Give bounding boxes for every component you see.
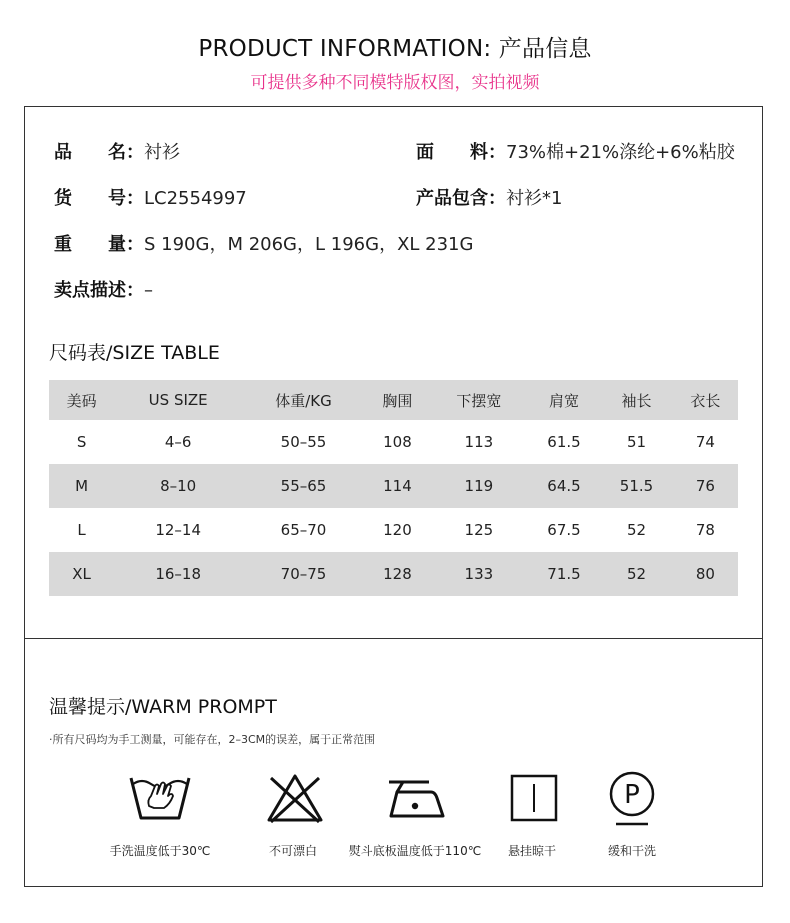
table-row: [49, 552, 738, 596]
table-row: [49, 420, 738, 464]
table-row: [49, 464, 738, 508]
table-cell: 8–10: [160, 477, 197, 495]
info-includes-label: 产品包含：: [416, 188, 506, 209]
page-title: PRODUCT INFORMATION: 产品信息: [198, 36, 592, 62]
table-cell: 51.5: [619, 477, 654, 495]
info-selling-label: 卖点描述：: [54, 280, 144, 301]
no-bleach-label: 不可漂白: [268, 844, 317, 858]
info-includes-value: 衬衫*1: [506, 188, 563, 209]
info-sku-row: [54, 184, 247, 210]
svg-text:P: P: [624, 780, 640, 810]
size-table-heading: 尺码表/SIZE TABLE: [49, 342, 220, 364]
table-cell: 52: [626, 521, 647, 539]
hand-wash-icon: [100, 770, 220, 826]
header-cell: 美码: [66, 391, 97, 410]
table-cell: S: [76, 433, 87, 451]
header-cell: 肩宽: [548, 391, 579, 410]
header-cell: US SIZE: [148, 391, 208, 409]
page-subtitle: 可提供多种不同模特版权图，实拍视频: [250, 73, 540, 93]
info-includes-row: [416, 184, 562, 210]
iron-label: 熨斗底板温度低于110℃: [348, 844, 482, 858]
header-cell: 胸围: [382, 391, 413, 410]
info-fabric-row: [416, 138, 735, 164]
table-cell: 119: [464, 477, 494, 495]
header-cell: 袖长: [621, 391, 652, 410]
table-cell: 64.5: [547, 477, 581, 495]
table-cell: 16–18: [155, 565, 201, 583]
table-cell: 76: [695, 477, 715, 495]
info-fabric-label: 面 料：: [416, 142, 506, 163]
table-cell: 65–70: [280, 521, 327, 539]
table-cell: 4–6: [164, 433, 192, 451]
table-cell: 70–75: [280, 565, 327, 583]
info-sku-value: LC2554997: [144, 188, 247, 209]
line-dry-label: 悬挂晾干: [507, 844, 556, 858]
table-cell: 51: [626, 433, 647, 451]
warm-prompt-heading: 温馨提示/WARM PROMPT: [49, 696, 277, 718]
table-cell: 55–65: [280, 477, 327, 495]
dry-clean-p-icon: [572, 770, 692, 830]
table-cell: 12–14: [155, 521, 201, 539]
table-cell: 114: [383, 477, 412, 495]
info-fabric-value: 73%棉+21%涤纶+6%粘胶: [506, 142, 735, 163]
table-cell: 61.5: [547, 433, 581, 451]
table-cell: 120: [383, 521, 412, 539]
info-sku-label: 货 号：: [54, 188, 144, 209]
table-cell: 113: [464, 433, 494, 451]
header-cell: 衣长: [690, 391, 721, 410]
table-cell: 78: [695, 521, 715, 539]
table-cell: M: [75, 477, 89, 495]
table-cell: 125: [464, 521, 494, 539]
info-name-label: 品 名：: [54, 142, 144, 163]
table-row: [49, 508, 738, 552]
table-cell: 67.5: [547, 521, 581, 539]
size-table-header-row: [49, 380, 738, 420]
size-table: [49, 380, 738, 596]
info-name-row: [54, 138, 180, 164]
table-cell: 50–55: [280, 433, 327, 451]
hand-wash-label: 手洗温度低于30℃: [109, 844, 211, 858]
table-cell: XL: [72, 565, 91, 583]
table-cell: 108: [383, 433, 412, 451]
section-divider: [24, 638, 763, 639]
table-cell: 80: [695, 565, 715, 583]
table-cell: 74: [695, 433, 715, 451]
info-name-value: 衬衫: [144, 142, 180, 163]
info-selling-row: [54, 276, 153, 302]
measurement-note: ·所有尺码均为手工测量，可能存在，2–3CM的误差，属于正常范围: [49, 733, 376, 746]
table-cell: 52: [626, 565, 647, 583]
table-cell: 71.5: [547, 565, 581, 583]
table-cell: L: [77, 521, 86, 539]
info-weight-value: S 190G，M 206G，L 196G，XL 231G: [144, 234, 474, 255]
table-cell: 133: [464, 565, 494, 583]
dry-clean-label: 缓和干洗: [607, 844, 656, 858]
table-cell: 128: [383, 565, 412, 583]
no-bleach-icon: [235, 770, 355, 826]
header-cell: 下摆宽: [456, 391, 502, 410]
header-cell: 体重/KG: [275, 391, 332, 410]
iron-icon: [355, 770, 475, 826]
info-selling-value: –: [144, 280, 153, 301]
info-weight-label: 重 量：: [54, 234, 144, 255]
info-weight-row: [54, 230, 473, 256]
